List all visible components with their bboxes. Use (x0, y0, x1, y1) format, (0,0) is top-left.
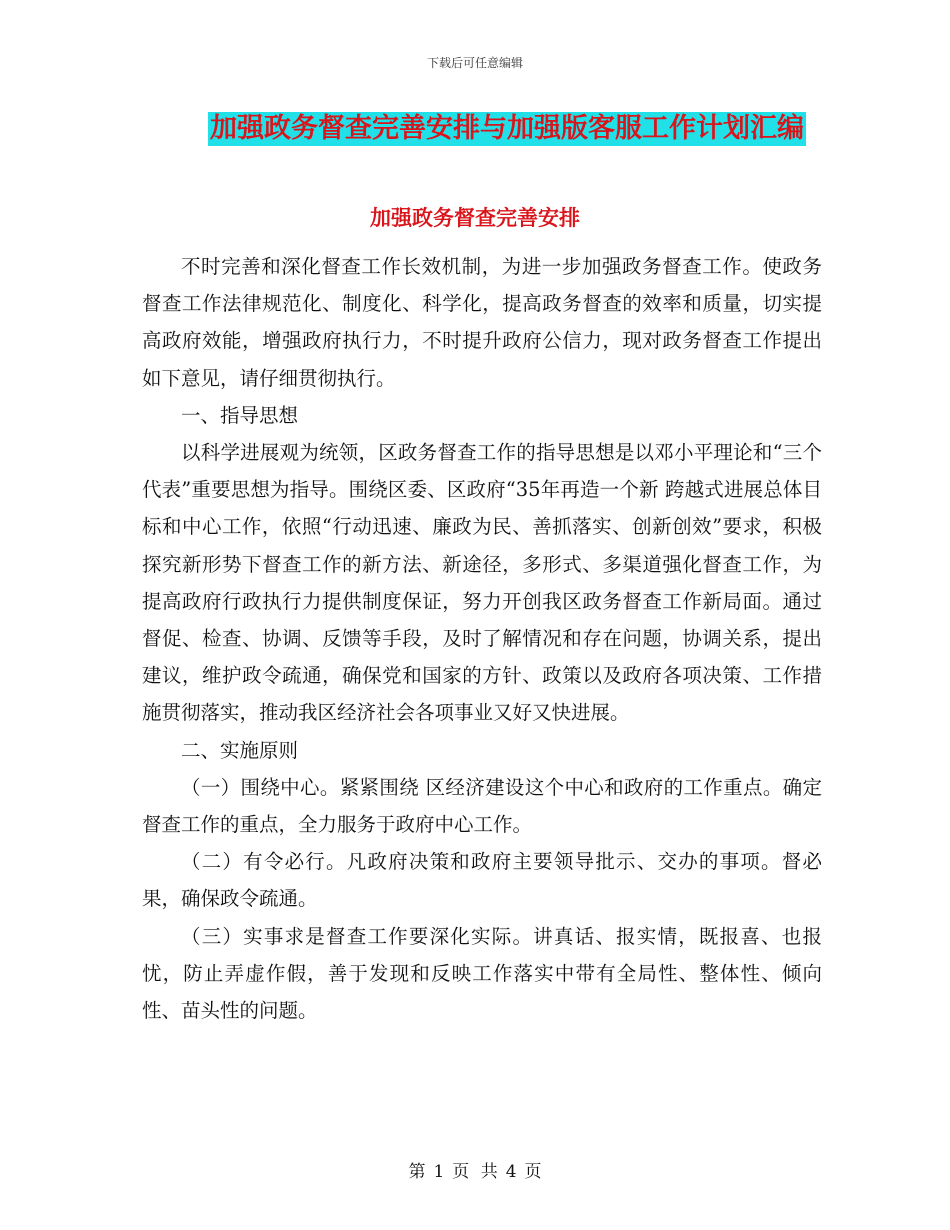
paragraph-intro: 不时完善和深化督查工作长效机制，为进一步加强政务督查工作。使政务督查工作法律规范化、制度化、科学化，提高政务督查的效率和质量，切实提高政府效能，增强政府执行力，不时提升政府公信力，现对政务督查工作提出如下意见，请仔细贯彻执行。 (142, 255, 822, 390)
document-body (142, 248, 822, 1029)
paragraph-principle-1: （一）围绕中心。紧紧围绕 区经济建设这个中心和政府的工作重点。确定督查工作的重点，全力服务于政府中心工作。 (142, 775, 822, 837)
main-title-wrap (208, 112, 806, 146)
heading-principles: 二、实施原则 (181, 738, 299, 762)
footer-total-pages: 4 (505, 1162, 517, 1182)
page-footer (0, 1157, 950, 1182)
footer-prefix: 第 (408, 1162, 426, 1182)
header-note: 下载后可任意编辑 (426, 56, 523, 70)
paragraph-principle-3: （三）实事求是督查工作要深化实际。讲真话、报实情，既报喜、也报忧，防止弄虚作假，善于发现和反映工作落实中带有全局性、整体性、倾向性、苗头性的问题。 (142, 924, 822, 1023)
heading-guiding-thought: 一、指导思想 (181, 403, 299, 427)
footer-suffix: 页 (524, 1162, 542, 1182)
footer-middle: 页 共 (452, 1162, 498, 1182)
section-title: 加强政务督查完善安排 (370, 205, 580, 230)
footer-page-number: 1 (433, 1162, 445, 1182)
main-title: 加强政务督查完善安排与加强版客服工作计划汇编 (210, 113, 804, 144)
paragraph-guiding-thought: 以科学进展观为统领，区政务督查工作的指导思想是以邓小平理论和“三个代表”重要思想为指导。围绕区委、区政府“35年再造一个新 跨越式进展总体目标和中心工作，依照“行动迅速、廉政为民、善抓落实、创新创效”要求，积极探究新形势下督查工作的新方法、新途径，多形式、多渠道强化督查工作，为提高政府行政执行力提供制度保证，努力开创我区政务督查工作新局面。通过督促、检查、协调、反馈等手段，及时了解情况和存在问题，协调关系，提出建议，维护政令疏通，确保党和国家的方针、政策以及政府各项决策、工作措施贯彻落实，推动我区经济社会各项事业又好又快进展。 (142, 441, 822, 725)
paragraph-principle-2: （二）有令必行。凡政府决策和政府主要领导批示、交办的事项。督必果，确保政令疏通。 (142, 850, 822, 911)
